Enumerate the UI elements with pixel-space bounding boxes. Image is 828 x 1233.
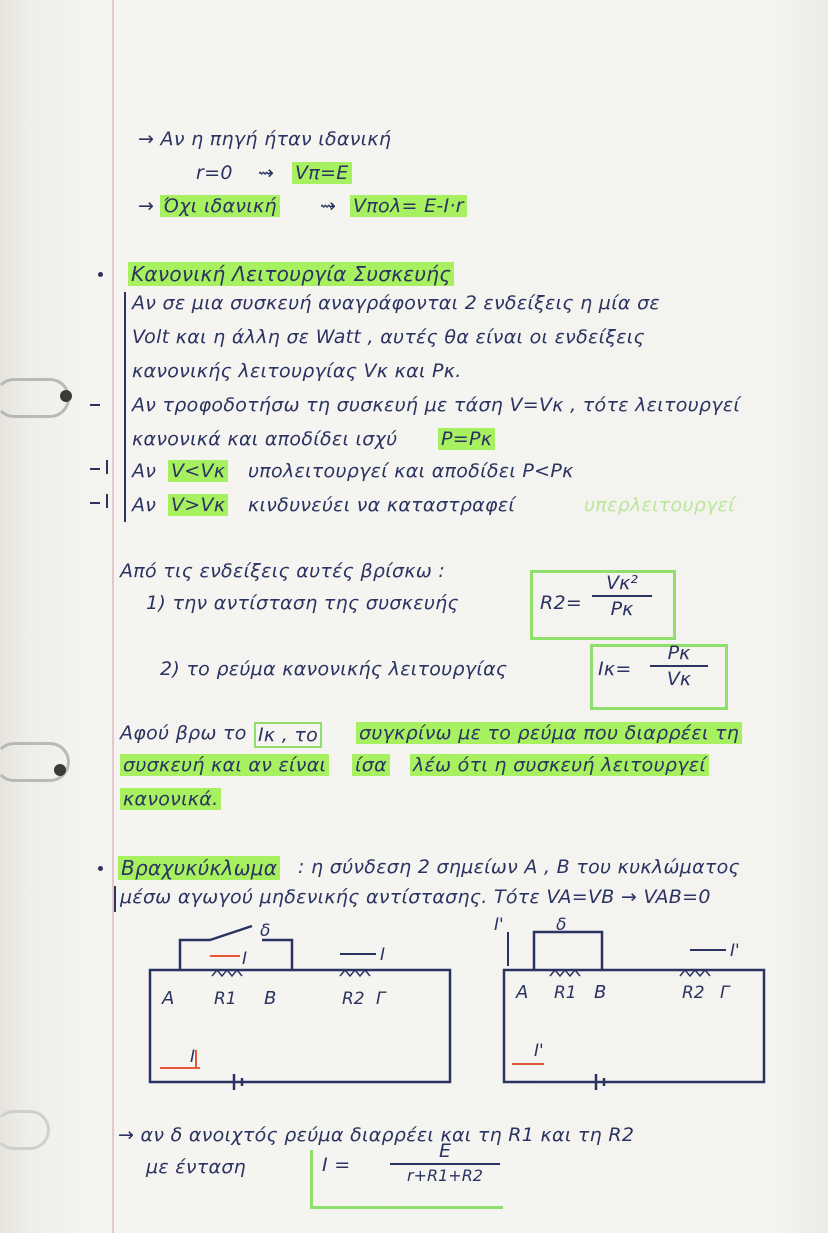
switch-wire xyxy=(180,940,210,970)
margin-mark xyxy=(106,494,108,508)
fraction-denominator: r+R1+R2 xyxy=(407,1166,483,1185)
resistor-r2 xyxy=(680,970,710,976)
side-bracket xyxy=(124,292,126,522)
switch-blade xyxy=(210,926,252,940)
fraction-denominator: Pκ xyxy=(610,598,634,620)
circuit-diagram-open-switch xyxy=(140,916,460,1096)
fraction xyxy=(592,572,652,620)
highlighted-text: συσκευή και αν είναι xyxy=(120,754,329,776)
formula-p-pk: P=Pκ xyxy=(438,428,495,450)
point-b-label: B xyxy=(594,982,607,1003)
point-gamma-label: Γ xyxy=(720,983,730,1003)
paragraph-line: κανονικής λειτουργίας Vκ και Pκ. xyxy=(132,360,462,382)
fraction-denominator: Vκ xyxy=(666,668,692,690)
resistor-r2 xyxy=(340,970,370,976)
fraction-numerator: Ε xyxy=(438,1140,451,1162)
resistor-r1-label: R1 xyxy=(214,989,237,1009)
faded-note: υπερλειτουργεί xyxy=(584,494,735,516)
current-label: I' xyxy=(494,916,504,935)
paragraph-line: → αν δ ανοιχτός ρεύμα διαρρέει και τη R1 και τη R2 xyxy=(118,1124,635,1146)
paragraph-line: Αν τροφοδοτήσω τη συσκευή με τάση V=Vκ , τότε λειτουργεί xyxy=(132,394,741,416)
paragraph-line: : η σύνδεση 2 σημείων Α , Β του κυκλώματος xyxy=(298,856,741,878)
highlighted-text: συγκρίνω με το ρεύμα που διαρρέει τη xyxy=(356,722,742,744)
resistor-r2-label: R2 xyxy=(342,989,365,1009)
binder-ring xyxy=(0,1110,50,1150)
boxed-ik: Iκ , το xyxy=(254,722,322,748)
binder-hole xyxy=(60,390,72,402)
section-title-short-circuit: Βραχυκύκλωμα xyxy=(118,856,280,880)
binder-hole xyxy=(54,764,66,776)
margin-line xyxy=(112,0,114,1233)
bullet xyxy=(98,272,103,277)
paragraph-line: Αν xyxy=(132,460,157,482)
paragraph-line: Από τις ενδείξεις αυτές βρίσκω : xyxy=(120,560,446,582)
fraction-bar xyxy=(390,1163,500,1165)
current-label: I' xyxy=(534,1041,544,1061)
paragraph-line: κανονικά και αποδίδει ισχύ xyxy=(132,428,398,450)
formula-vpol: Vπολ= Ε-Ι·r xyxy=(350,195,467,217)
fraction-bar xyxy=(650,665,708,667)
switch-wire xyxy=(262,940,292,970)
margin-mark xyxy=(106,460,108,474)
formula-i-lhs: I = xyxy=(322,1154,351,1176)
switch-label: δ xyxy=(260,921,271,941)
highlighted-text: κανονικά. xyxy=(120,788,221,810)
point-b-label: B xyxy=(264,988,277,1009)
paragraph-line: Αν xyxy=(132,494,157,516)
resistor-r1 xyxy=(212,970,242,976)
fraction-numerator: Pκ xyxy=(667,642,691,664)
highlighted-text: λέω ότι η συσκευή λειτουργεί xyxy=(410,754,709,776)
formula-r2-lhs: R2= xyxy=(540,592,583,614)
arrow-symbol: ⇝ xyxy=(258,162,275,184)
dash-marker xyxy=(90,468,100,470)
point-a-label: A xyxy=(162,988,175,1009)
paragraph-line: κινδυνεύει να καταστραφεί xyxy=(248,494,516,516)
dash-marker xyxy=(90,502,100,504)
formula-v-greater-vk: V>Vκ xyxy=(168,494,228,516)
paragraph-line: με ένταση xyxy=(146,1156,247,1178)
formula-v-less-vk: V<Vκ xyxy=(168,460,228,482)
paragraph-line: Αφού βρω το xyxy=(120,722,247,744)
dash-marker xyxy=(90,404,100,406)
list-item: 1) την αντίσταση της συσκευής xyxy=(146,592,459,614)
list-item: 2) το ρεύμα κανονικής λειτουργίας xyxy=(160,658,508,680)
paragraph-line: μέσω αγωγού μηδενικής αντίστασης. Τότε VA=VB → VAB=0 xyxy=(120,886,711,908)
fraction-numerator: Vκ² xyxy=(606,572,638,594)
point-a-label: A xyxy=(516,982,529,1003)
section-title-normal-operation: Κανονική Λειτουργία Συσκευής xyxy=(128,262,454,286)
resistor-r2-label: R2 xyxy=(682,983,705,1003)
paragraph-line: Volt και η άλλη σε Watt , αυτές θα είναι οι ενδείξεις xyxy=(132,326,645,348)
circuit-diagram-short-circuit xyxy=(494,916,794,1096)
current-label: I xyxy=(190,1047,196,1067)
current-label: I xyxy=(242,949,248,969)
line-ideal-source: → Αν η πηγή ήταν ιδανική xyxy=(138,128,392,150)
dash-marker: → xyxy=(138,195,155,217)
short-circuit-wire xyxy=(534,932,602,970)
side-bracket xyxy=(114,886,116,912)
fraction-bar xyxy=(592,595,652,597)
binder-ring xyxy=(0,742,70,782)
bullet xyxy=(98,866,103,871)
arrow-symbol: ⇝ xyxy=(320,195,337,217)
current-label: I xyxy=(380,945,386,965)
highlighted-equal: ίσα xyxy=(352,754,390,776)
fraction xyxy=(650,642,708,690)
resistor-r1-label: R1 xyxy=(554,983,577,1003)
line-non-ideal: Όχι ιδανική xyxy=(160,195,280,217)
paragraph-line: Αν σε μια συσκευή αναγράφονται 2 ενδείξεις η μία σε xyxy=(132,292,660,314)
paragraph-line: υπολειτουργεί και αποδίδει P<Pκ xyxy=(248,460,574,482)
point-gamma-label: Γ xyxy=(376,989,386,1009)
line-r-zero: r=0 xyxy=(196,162,233,184)
formula-vp-e: Vπ=Ε xyxy=(292,162,352,184)
fraction xyxy=(390,1140,500,1185)
current-label: I' xyxy=(730,941,740,961)
formula-ik-lhs: Iκ= xyxy=(598,658,632,680)
resistor-r1 xyxy=(550,970,580,976)
switch-label: δ xyxy=(556,916,567,935)
